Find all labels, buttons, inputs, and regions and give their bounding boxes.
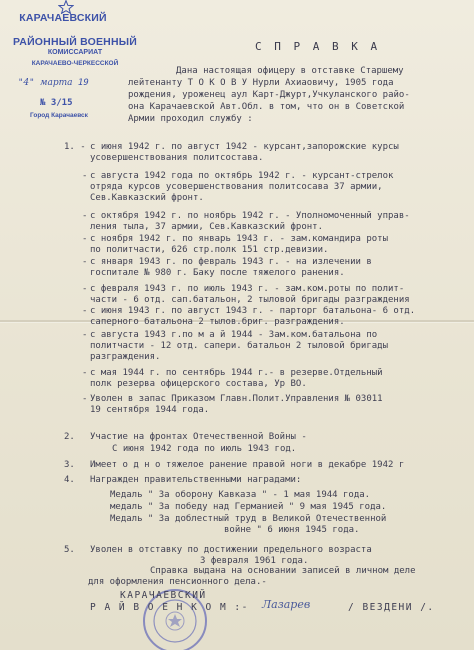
intro-line: Дана настоящая офицеру в отставке Старшему [176,66,404,76]
item-line: с января 1943 г. по февраль 1943 г. - на излечении в [90,257,372,267]
stamp-city: Город Карачаевск [30,112,88,119]
signature-name: / ВЕЗДЕНИ /. [348,602,435,613]
item-line: части - 6 отд. сап.батальон, 2 тыловой бригады разграждения [90,295,410,305]
section-number: 5. [64,545,75,555]
item-marker: - [82,171,88,181]
item-line: с октября 1942 г. по ноябрь 1942 г. - Уполномоченный управ- [90,211,410,221]
stamp-line-2: РАЙОННЫЙ ВОЕННЫЙ [13,36,137,48]
item-line: с июня 1942 г. по август 1942 - курсант,запорожские курсы [90,142,399,152]
item-line: политчасти - 12 отд. сапери. батальон 2 тыловой бригады [90,341,389,351]
stamp-date: "4" марта 19 [18,78,89,88]
item-marker: - [82,330,88,340]
basis-line: для оформления пенсионного дела.- [88,577,267,587]
item-line: Уволен в запас Приказом Главн.Полит.Управления № 03011 [90,394,383,404]
stamp-date-month: марта [40,78,73,88]
section-number: 3. [64,460,75,470]
item-marker: - [82,257,88,267]
item-line: 19 сентября 1944 года. [90,405,210,415]
item-line: Сев.Кавказский фронт. [90,193,204,203]
medal-line: медаль " За победу над Германией " 9 мая 1945 года. [110,502,387,512]
stamp-number: № 3/15 [40,98,73,108]
item-marker: - [82,234,88,244]
item-line: по политчасти, 626 стр.полк 151 стр.девизии. [90,245,329,255]
section-line: Награжден правительственными наградами: [90,475,302,485]
item-line: полк резерва офицерского состава, Ур ВО. [90,379,307,389]
page-title: С П Р А В К А [255,40,381,53]
stamp-line-4: КАРАЧАЕВО-ЧЕРКЕССКОЙ [31,60,119,67]
stamp-line-1: КАРАЧАЕВСКИЙ [19,12,107,24]
item-line: госпитале № 980 г. Баку после тяжелого ранения. [90,268,345,278]
section-line: Имеет о д н о тяжелое ранение правой ноги в декабре 1942 г [90,460,405,470]
medal-line: Медаль " За доблестный труд в Великой Отечественной [110,514,387,524]
item-marker: - [82,368,88,378]
item-line: отряда курсов усовершенствования политсосава 37 армии, [90,182,383,192]
intro-line: лейтенанту Т О К О В У Нурли Ахиаовичу, 1905 года [128,78,394,88]
section-line: 3 февраля 1961 года. [200,556,309,566]
medal-line: Медаль " За оборону Кавказа " - 1 мая 1944 года. [110,490,371,500]
item-line: с февраля 1943 г. по июль 1943 г. - зам.ком.роты по полит- [90,284,405,294]
intro-line: Армии проходил службу : [128,114,253,124]
item-line: саперного батальона 2 тылов.бриг. разграждения. [90,317,345,327]
item-line: с августа 1942 года по октябрь 1942 г. - курсант-стрелок [90,171,394,181]
item-marker: 1. - [64,142,86,152]
signature-org: КАРАЧАЕВСКИЙ [120,590,207,601]
item-line: ления тыла, 37 армии, Сев.Кавказский фронт. [90,222,323,232]
intro-line: рождения, уроженец аул Карт-Джурт,Учкуланского райо- [128,90,410,100]
signature-handwritten: Лазарев [262,598,311,611]
item-line: с мая 1944 г. по сентябрь 1944 г.- в резерве.Отдельный [90,368,383,378]
signature-title: Р А Й В О Е Н К О М :- [90,602,249,613]
item-line: с августа 1943 г.по м а й 1944 - Зам.ком.батальона по [90,330,378,340]
section-number: 4. [64,475,75,485]
item-marker: - [82,211,88,221]
section-line: Уволен в отставку по достижении предельного возраста [90,545,372,555]
item-line: с июня 1943 г. по август 1943 г. - парторг батальона- 6 отд. [90,306,416,316]
item-line: с ноября 1942 г. по январь 1943 г. - зам.командира роты [90,234,389,244]
item-marker: - [82,284,88,294]
section-number: 2. [64,432,75,442]
basis-line: Справка выдана на основании записей в личном деле [150,566,416,576]
intro-line: она Карачаевской Авт.Обл. в том, что он в Советской [128,102,405,112]
item-marker: - [82,394,88,404]
item-marker: - [82,306,88,316]
medal-line: войне " 6 июня 1945 года. [224,525,360,535]
stamp-date-day: 4 [23,78,30,88]
item-line: усовершенствования политсостава. [90,153,264,163]
item-line: разграждения. [90,352,161,362]
section-line: С июня 1942 года по июль 1943 год. [112,444,297,454]
section-line: Участие на фронтах Отечественной Войны - [90,432,307,442]
stamp-line-3: КОМИССАРИАТ [47,49,103,56]
